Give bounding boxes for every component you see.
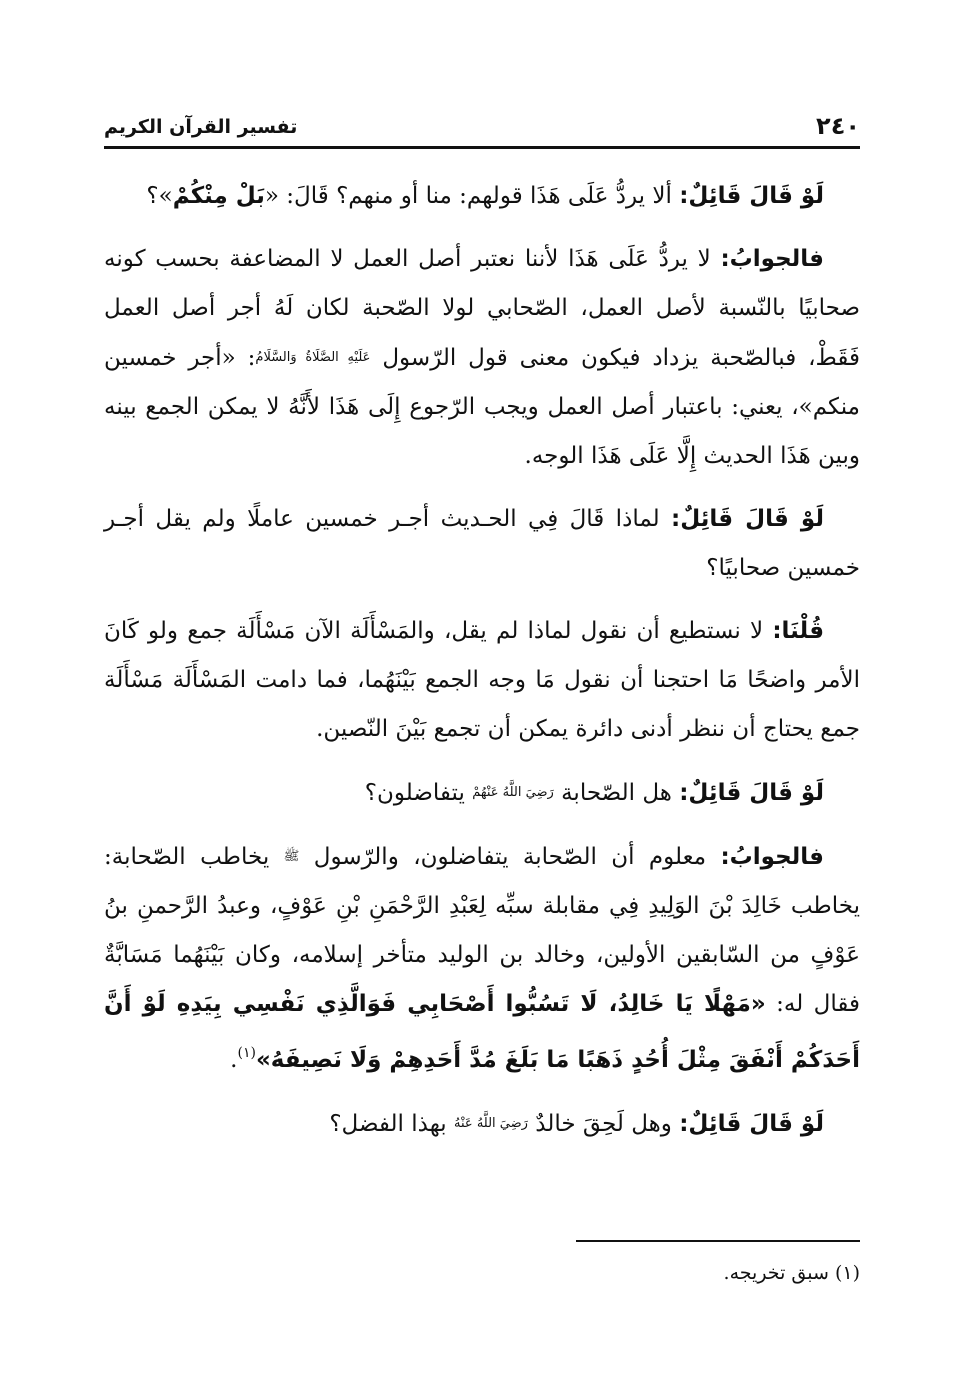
paragraph-answer-1: [104, 235, 860, 481]
question-lead: لَوْ قَالَ قَائِلٌ:: [679, 1111, 824, 1137]
answer-lead: قُلْنَا:: [772, 618, 824, 644]
paragraph-question-3: [104, 768, 860, 818]
page-body: [104, 172, 860, 1163]
paragraph-tail: : «أجر خمسين منكم»، يعني: باعتبار أصل العمل ويجب الرّجوع إِلَى هَذَا لأَنَّهُ لا يمكن الجمع بينه وبين هَذَا الحديث إِلَّا عَلَى هَذَا الوجه.: [104, 345, 860, 469]
paragraph-question-2: [104, 495, 860, 593]
question-lead: لَوْ قَالَ قَائِلٌ:: [671, 506, 824, 532]
paragraph-question-1: [104, 172, 860, 221]
paragraph-end: .: [230, 1047, 238, 1073]
footnote-marker[interactable]: (١): [237, 1045, 256, 1061]
paragraph-question-4: [104, 1099, 860, 1149]
paragraph-text: معلوم أن الصّحابة يتفاضلون، والرّسول: [299, 844, 721, 870]
paragraph-tail: »؟: [146, 183, 173, 209]
paragraph-text: وهل لَحِقَ خالدٌ: [527, 1111, 680, 1137]
paragraph-tail: يتفاضلون؟: [364, 780, 473, 806]
answer-lead: فالجوابُ:: [720, 844, 824, 870]
page-number: ٢٤٠: [816, 112, 860, 140]
paragraph-text: لا نستطيع أن نقول لماذا لم يقل، والمَسْأَلَة الآن مَسْأَلَة جمع ولو كَانَ الأمر واضحًا مَا احتجنا أن نقول مَا وجه الجمع بَيْنَهُما، فما دامت المَسْأَلَة مَسْأَلَة جمع يحتاج أن ننظر أدنى دائرة يمكن أن تجمع بَيْنَ النّصين.: [104, 618, 860, 742]
hadith-quote: «مَهْلًا يَا خَالِدُ، لَا تَسُبُّوا أَصْحَابِي فَوَالَّذِي نَفْسِي بِيَدِهِ لَوْ أَنَّ أَحَدَكُمْ أَنْفَقَ مِثْلَ أُحُدٍ ذَهَبًا مَا بَلَغَ مُدَّ أَحَدِهِمْ وَلَا نَصِيفَهُ»: [104, 991, 860, 1073]
paragraph-text: هل الصّحابة: [553, 780, 680, 806]
honorific-glyph: ﷺ: [283, 849, 300, 864]
footnote-rule: [576, 1240, 860, 1242]
question-lead: لَوْ قَالَ قَائِلٌ:: [679, 780, 824, 806]
paragraph-tail: يخاطب الصّحابة: يخاطب خَالِدَ بْنَ الوَلِيدِ فِي مقابلة سبِّه لِعَبْدِ الرَّحْمَنِ بْنِ عَوْفٍ، وعبدُ الرَّحمنِ بنُ عَوْفٍ من السّابقين الأولين، وخالد بن الوليد متأخر إسلامه، وكان بَيْنَهُما مَسَابَّةٌ فقال له:: [104, 844, 860, 1017]
paragraph-text: ألا يردُّ عَلَى هَذَا قولهم: منا أو منهم؟ قَالَ: «: [264, 183, 680, 209]
paragraph-tail: بهذا الفضل؟: [329, 1111, 455, 1137]
honorific-glyph: عَلَيْهِ الصَّلَاةُ وَالسَّلَامُ: [255, 350, 371, 365]
paragraph-answer-2: [104, 607, 860, 754]
paragraph-text: لماذا قَالَ فِي الحـديث أجـر خمسين عاملًا ولم يقل أجـر خمسين صحابيًا؟: [104, 506, 860, 581]
answer-lead: فالجوابُ:: [720, 246, 824, 272]
footnote: (١) سبق تخريجه.: [723, 1262, 860, 1284]
honorific-glyph: رَضِيَ اللَّهُ عَنْهُمْ: [472, 785, 554, 800]
header-rule: [104, 146, 860, 149]
question-lead: لَوْ قَالَ قَائِلٌ:: [679, 183, 824, 209]
honorific-glyph: رَضِيَ اللَّهُ عَنْهُ: [454, 1116, 528, 1131]
paragraph-text: لا يردُّ عَلَى هَذَا لأننا نعتبر أصل العمل لا المضاعفة بحسب كونه صحابيًا بالنّسبة لأصل العمل، الصّحابي لولا الصّحبة لكان لَهُ أجر أصل العمل فَقَطْ، فبالصّحبة يزداد فيكون معنى قول الرّسول: [104, 246, 860, 371]
paragraph-answer-3: [104, 832, 860, 1085]
running-title: تفسير القرآن الكريم: [104, 116, 298, 138]
hadith-quote: بَلْ مِنْكُمْ: [172, 183, 265, 209]
